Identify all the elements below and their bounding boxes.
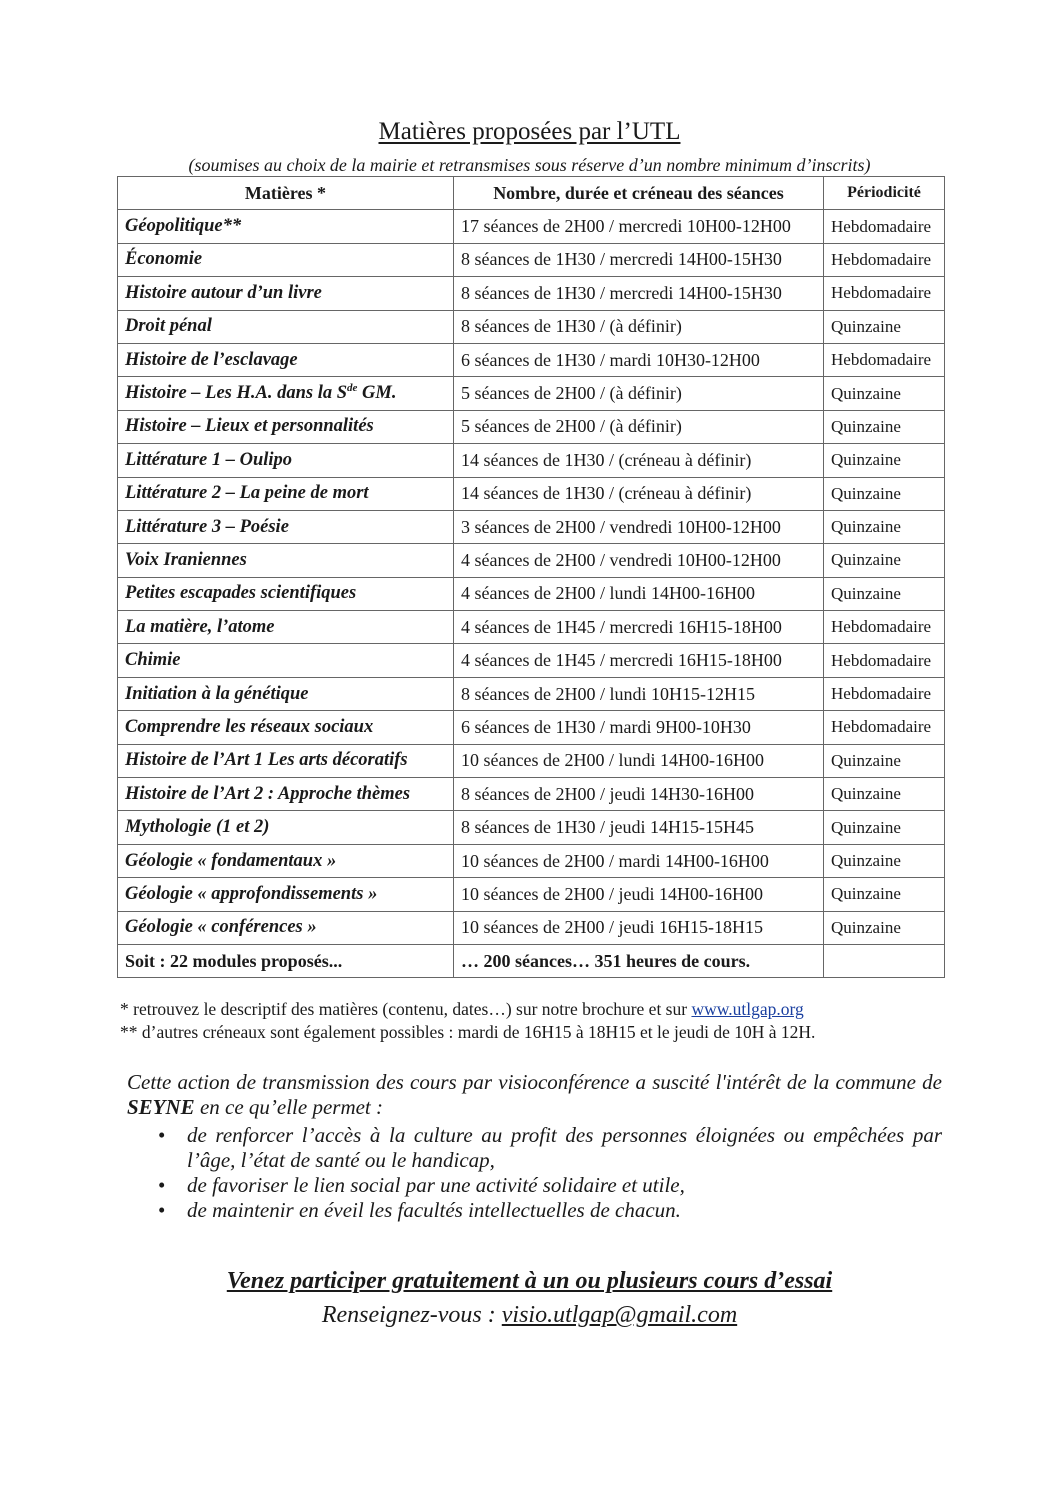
course-subject: Voix Iraniennes	[118, 544, 454, 577]
course-sessions: 8 séances de 1H30 / jeudi 14H15-15H45	[454, 811, 824, 844]
course-subject: Histoire autour d’un livre	[118, 277, 454, 310]
table-row	[118, 911, 945, 944]
table-row	[118, 778, 945, 811]
header-periodicity: Périodicité	[824, 177, 945, 210]
course-periodicity: Hebdomadaire	[824, 343, 945, 376]
course-sessions: 14 séances de 1H30 / (créneau à définir)	[454, 444, 824, 477]
courses-table	[117, 176, 945, 978]
footnote-1	[120, 998, 815, 1021]
course-periodicity: Quinzaine	[824, 911, 945, 944]
course-sessions: 8 séances de 1H30 / mercredi 14H00-15H30	[454, 277, 824, 310]
course-periodicity: Hebdomadaire	[824, 677, 945, 710]
course-sessions: 3 séances de 2H00 / vendredi 10H00-12H00	[454, 510, 824, 543]
course-sessions: 4 séances de 2H00 / lundi 14H00-16H00	[454, 577, 824, 610]
table-row	[118, 811, 945, 844]
course-sessions: 10 séances de 2H00 / mardi 14H00-16H00	[454, 844, 824, 877]
page-title: Matières proposées par l’UTL	[378, 118, 681, 145]
table-row	[118, 243, 945, 276]
course-subject: Géopolitique**	[118, 210, 454, 243]
course-subject: Géologie « approfondissements »	[118, 878, 454, 911]
table-row	[118, 677, 945, 710]
total-subjects: Soit : 22 modules proposés...	[118, 944, 454, 977]
course-subject: Littérature 1 – Oulipo	[118, 444, 454, 477]
course-rows	[118, 210, 945, 945]
list-item	[150, 1198, 942, 1223]
table-row	[118, 544, 945, 577]
list-item-text: de renforcer l’accès à la culture au profit des personnes éloignées ou empêchées par l’âge, l’état de santé ou le handicap,	[187, 1123, 942, 1172]
contact-line	[0, 1302, 1059, 1329]
course-subject-superscript: de	[347, 382, 358, 395]
course-sessions: 17 séances de 2H00 / mercredi 10H00-12H00	[454, 210, 824, 243]
table-row	[118, 711, 945, 744]
course-periodicity: Hebdomadaire	[824, 210, 945, 243]
course-subject: Histoire de l’Art 2 : Approche thèmes	[118, 778, 454, 811]
table-row	[118, 510, 945, 543]
course-subject: Mythologie (1 et 2)	[118, 811, 454, 844]
course-periodicity: Quinzaine	[824, 310, 945, 343]
course-sessions: 8 séances de 1H30 / mercredi 14H00-15H30	[454, 243, 824, 276]
course-sessions: 4 séances de 2H00 / vendredi 10H00-12H00	[454, 544, 824, 577]
table-row	[118, 444, 945, 477]
course-subject: Littérature 2 – La peine de mort	[118, 477, 454, 510]
intro-after: en ce qu’elle permet :	[194, 1095, 384, 1119]
table-row	[118, 611, 945, 644]
course-periodicity: Quinzaine	[824, 844, 945, 877]
course-periodicity: Quinzaine	[824, 477, 945, 510]
header-sessions: Nombre, durée et créneau des séances	[454, 177, 824, 210]
course-periodicity: Hebdomadaire	[824, 277, 945, 310]
list-item-text: de favoriser le lien social par une activité solidaire et utile,	[187, 1173, 685, 1197]
intro-paragraph	[127, 1070, 942, 1120]
footnote-2: ** d’autres créneaux sont également possibles : mardi de 16H15 à 18H15 et le jeudi de 10H à 12H.	[120, 1022, 816, 1042]
course-subject: Littérature 3 – Poésie	[118, 510, 454, 543]
course-periodicity: Quinzaine	[824, 778, 945, 811]
bullet-icon: •	[158, 1173, 166, 1197]
contact-email[interactable]: visio.utlgap@gmail.com	[501, 1302, 738, 1328]
course-subject-end: GM.	[357, 383, 397, 404]
course-sessions: 14 séances de 1H30 / (créneau à définir)	[454, 477, 824, 510]
contact-label: Renseignez-vous :	[321, 1302, 502, 1328]
course-subject: Histoire de l’Art 1 Les arts décoratifs	[118, 744, 454, 777]
table-row	[118, 878, 945, 911]
course-subject: Géologie « fondamentaux »	[118, 844, 454, 877]
benefits-list	[150, 1123, 942, 1223]
course-sessions: 4 séances de 1H45 / mercredi 16H15-18H00	[454, 644, 824, 677]
course-subject: Initiation à la génétique	[118, 677, 454, 710]
course-periodicity: Quinzaine	[824, 377, 945, 410]
course-subject-text: Histoire – Les H.A. dans la S	[125, 383, 348, 404]
course-sessions: 10 séances de 2H00 / jeudi 14H00-16H00	[454, 878, 824, 911]
course-sessions: 10 séances de 2H00 / jeudi 16H15-18H15	[454, 911, 824, 944]
total-sessions: … 200 séances… 351 heures de cours.	[454, 944, 824, 977]
course-sessions: 5 séances de 2H00 / (à définir)	[454, 410, 824, 443]
course-subject: Économie	[118, 243, 454, 276]
course-subject: Comprendre les réseaux sociaux	[118, 711, 454, 744]
table-row	[118, 277, 945, 310]
bullet-icon: •	[158, 1123, 166, 1147]
table-row	[118, 644, 945, 677]
table-row	[118, 477, 945, 510]
course-periodicity: Quinzaine	[824, 577, 945, 610]
table-row	[118, 377, 945, 410]
course-subject: Histoire – Lieux et personnalités	[118, 410, 454, 443]
intro-before: Cette action de transmission des cours par visioconférence a suscité l'intérêt de la commune de	[127, 1070, 942, 1094]
list-item	[150, 1173, 942, 1198]
course-sessions: 8 séances de 1H30 / (à définir)	[454, 310, 824, 343]
footnote-1-text: * retrouvez le descriptif des matières (contenu, dates…) sur notre brochure et sur	[120, 999, 692, 1019]
table-row	[118, 210, 945, 243]
course-sessions: 8 séances de 2H00 / lundi 10H15-12H15	[454, 677, 824, 710]
table-row	[118, 343, 945, 376]
table-row	[118, 310, 945, 343]
course-periodicity: Hebdomadaire	[824, 644, 945, 677]
table-row	[118, 410, 945, 443]
course-periodicity: Hebdomadaire	[824, 243, 945, 276]
course-periodicity: Quinzaine	[824, 811, 945, 844]
course-subject	[118, 377, 454, 410]
course-sessions: 6 séances de 1H30 / mardi 9H00-10H30	[454, 711, 824, 744]
table-row	[118, 744, 945, 777]
course-periodicity: Quinzaine	[824, 444, 945, 477]
course-periodicity: Quinzaine	[824, 410, 945, 443]
course-subject: Chimie	[118, 644, 454, 677]
table-header-row	[118, 177, 945, 210]
course-periodicity: Quinzaine	[824, 510, 945, 543]
course-periodicity: Hebdomadaire	[824, 611, 945, 644]
header-subjects: Matières *	[118, 177, 454, 210]
website-link[interactable]: www.utlgap.org	[691, 999, 804, 1019]
course-periodicity: Quinzaine	[824, 544, 945, 577]
course-sessions: 8 séances de 2H00 / jeudi 14H30-16H00	[454, 778, 824, 811]
course-periodicity: Quinzaine	[824, 878, 945, 911]
course-subject: Petites escapades scientifiques	[118, 577, 454, 610]
commune-name: SEYNE	[127, 1095, 195, 1119]
footnotes	[120, 998, 815, 1044]
call-to-action: Venez participer gratuitement à un ou plusieurs cours d’essai	[226, 1268, 833, 1294]
table-row	[118, 844, 945, 877]
page-subtitle: (soumises au choix de la mairie et retransmises sous réserve d’un nombre minimum d’inscrits)	[188, 155, 871, 175]
course-periodicity: Quinzaine	[824, 744, 945, 777]
total-periodicity	[824, 944, 945, 977]
course-sessions: 6 séances de 1H30 / mardi 10H30-12H00	[454, 343, 824, 376]
course-periodicity: Hebdomadaire	[824, 711, 945, 744]
course-sessions: 4 séances de 1H45 / mercredi 16H15-18H00	[454, 611, 824, 644]
course-sessions: 5 séances de 2H00 / (à définir)	[454, 377, 824, 410]
total-row	[118, 944, 945, 977]
bullet-icon: •	[158, 1198, 166, 1222]
course-subject: La matière, l’atome	[118, 611, 454, 644]
course-subject: Droit pénal	[118, 310, 454, 343]
table-row	[118, 577, 945, 610]
course-sessions: 10 séances de 2H00 / lundi 14H00-16H00	[454, 744, 824, 777]
course-subject: Histoire de l’esclavage	[118, 343, 454, 376]
list-item	[150, 1123, 942, 1173]
list-item-text: de maintenir en éveil les facultés intellectuelles de chacun.	[187, 1198, 681, 1222]
course-subject: Géologie « conférences »	[118, 911, 454, 944]
